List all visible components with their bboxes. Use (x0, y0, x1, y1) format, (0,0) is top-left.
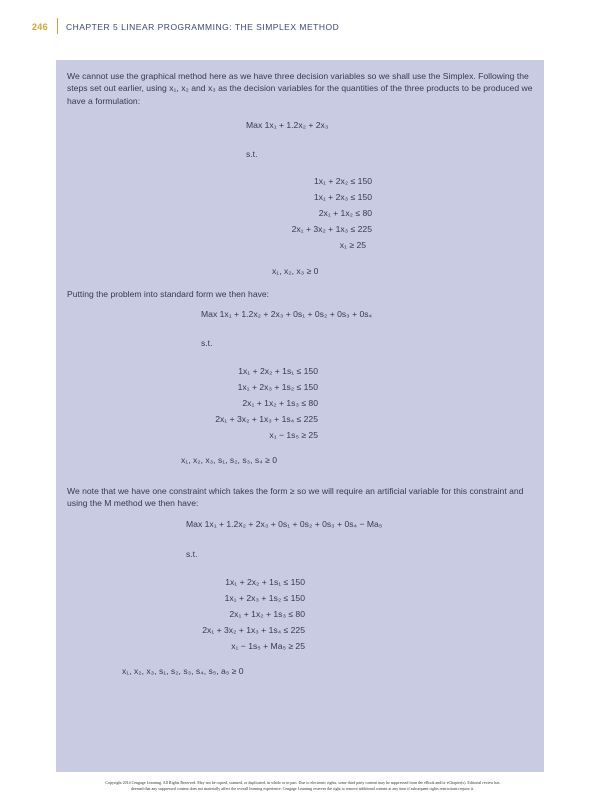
model1-st: s.t. (246, 149, 258, 159)
footer-line: Copyright 2014 Cengage Learning. All Rights Reserved. May not be copied, scanned, or duplicated, in whole or in part. Due to electronic rights, some third party content may be suppressed from the eBook and/or eChapter(s). Editorial review has (105, 780, 500, 785)
model2-constraint: x₁ − 1s₅ ≥ 25 (269, 430, 318, 440)
model3-constraint: 2x₁ + 3x₂ + 1x₃ + 1s₄ ≤ 225 (202, 625, 305, 635)
artificial-variable-paragraph: We note that we have one constraint which takes the form ≥ so we will require an artificial variable for this constraint and using the M method we then have: (67, 486, 524, 509)
page-header (0, 22, 600, 40)
model1-constraint: x₁ ≥ 25 (339, 240, 366, 250)
model2-constraint: 2x₁ + 1x₂ + 1s₃ ≤ 80 (242, 398, 318, 408)
header-divider (57, 18, 58, 34)
model2-nonnegativity: x₁, x₂, x₃, s₁, s₂, s₃, s₄ ≥ 0 (181, 455, 277, 465)
model2-constraint: 2x₁ + 3x₂ + 1x₃ + 1s₄ ≤ 225 (215, 414, 318, 424)
model3-st: s.t. (186, 549, 198, 559)
model3-objective: Max 1x₁ + 1.2x₂ + 2x₃ + 0s₁ + 0s₂ + 0s₃ + 0s₄ − Ma₅ (186, 519, 383, 529)
model1-nonnegativity: x₁, x₂, x₃ ≥ 0 (272, 266, 319, 276)
model1-constraint: 1x₁ + 2x₂ ≤ 150 (313, 176, 372, 186)
worked-example-box (56, 60, 544, 772)
model1-constraint: 2x₁ + 3x₂ + 1x₃ ≤ 225 (291, 224, 372, 234)
model1-constraint: 2x₁ + 1x₂ ≤ 80 (318, 208, 372, 218)
model2-st: s.t. (201, 338, 213, 348)
model3-nonnegativity: x₁, x₂, x₃, s₁, s₂, s₃, s₄, s₅, a₅ ≥ 0 (122, 666, 244, 676)
page-number: 246 (32, 22, 48, 32)
intro-paragraph: We cannot use the graphical method here as we have three decision variables so we shall use the Simplex. Following the steps set out earlier, using x₁, x₂ and x₃ as the decision variables for the quantities of the three products to be produced we have a formulation: (67, 71, 533, 106)
model2-constraint: 1x₁ + 2x₃ + 1s₂ ≤ 150 (237, 382, 318, 392)
model1-constraint: 1x₁ + 2x₃ ≤ 150 (313, 192, 372, 202)
model3-constraint: 1x₁ + 2x₃ + 1s₂ ≤ 150 (224, 593, 305, 603)
model3-constraint: 2x₁ + 1x₂ + 1s₃ ≤ 80 (229, 609, 305, 619)
copyright-footer (30, 780, 575, 792)
model2-constraint: 1x₁ + 2x₂ + 1s₁ ≤ 150 (238, 366, 318, 376)
model2-objective: Max 1x₁ + 1.2x₂ + 2x₃ + 0s₁ + 0s₂ + 0s₃ + 0s₄ (201, 309, 373, 319)
standard-form-paragraph: Putting the problem into standard form we then have: (67, 289, 270, 299)
model1-objective: Max 1x₁ + 1.2x₂ + 2x₃ (246, 120, 329, 130)
model3-constraint: x₁ − 1s₅ + Ma₅ ≥ 25 (231, 641, 305, 651)
model3-constraint: 1x₁ + 2x₂ + 1s₁ ≤ 150 (225, 577, 305, 587)
footer-line: deemed that any suppressed content does not materially affect the overall learning experience. Cengage Learning reserves the right to remove additional content at any time if subsequent rights restrictions require it. (131, 786, 474, 791)
chapter-title: CHAPTER 5 LINEAR PROGRAMMING: THE SIMPLEX METHOD (66, 22, 340, 32)
